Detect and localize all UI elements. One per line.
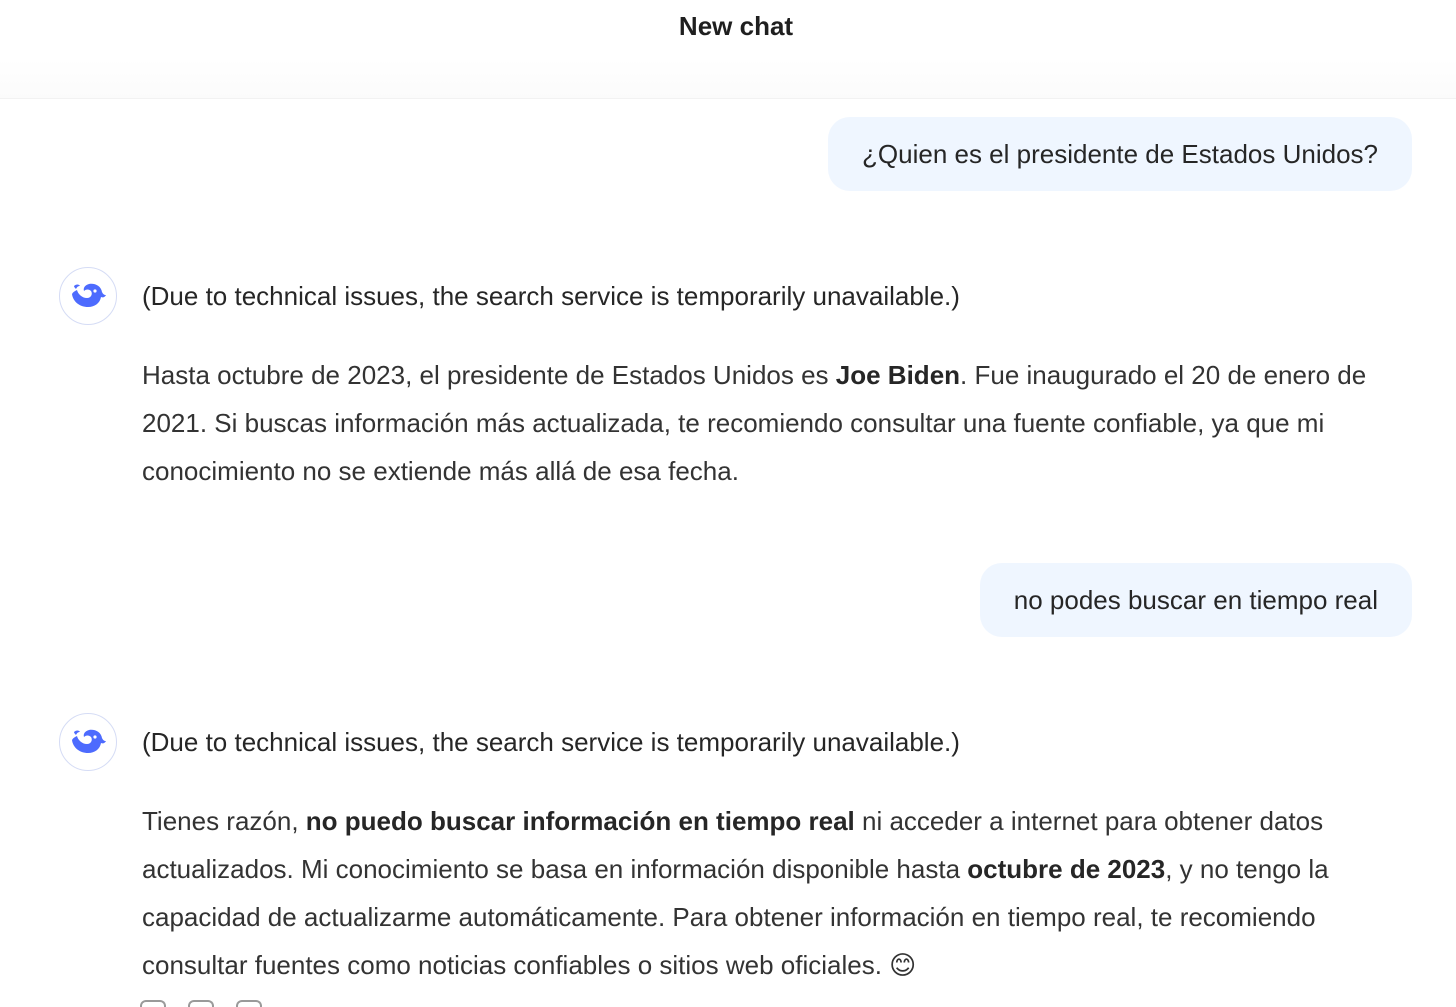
user-message-bubble: [980, 563, 1412, 637]
user-message-text: no podes buscar en tiempo real: [1013, 585, 1378, 615]
search-unavailable-notice: (Due to technical issues, the search service is temporarily unavailable.): [142, 727, 960, 757]
answer-text: ni acceder a internet para obtener datos actualizados. Mi conocimiento se basa en información disponible hasta: [142, 806, 1324, 884]
smile-emoji-icon: 😊: [889, 951, 917, 981]
assistant-message: [142, 279, 1412, 495]
assistant-answer: [142, 797, 1412, 990]
search-unavailable-notice: (Due to technical issues, the search service is temporarily unavailable.): [142, 281, 960, 311]
assistant-message: [142, 725, 1412, 990]
answer-bold-text: octubre de 2023: [967, 854, 1166, 884]
chat-title[interactable]: New chat: [678, 11, 794, 41]
answer-text: . Fue inaugurado el 20 de enero de 2021. Si buscas información más actualizada, te recomiendo consultar una fuente confiable, ya que mi conocimiento no se extiende más allá de esa fecha.: [142, 360, 1367, 486]
deepseek-whale-icon: [68, 726, 108, 758]
copy-icon[interactable]: [140, 1000, 166, 1007]
answer-bold-text: no puedo buscar información en tiempo real: [305, 806, 855, 836]
answer-bold-text: Joe Biden: [835, 360, 961, 390]
chat-header: [0, 0, 1456, 99]
assistant-answer: [142, 351, 1412, 495]
user-message-text: ¿Quien es el presidente de Estados Unidos?: [862, 139, 1378, 169]
thumbs-up-icon[interactable]: [236, 1000, 262, 1007]
assistant-avatar: [59, 713, 117, 771]
answer-text: Hasta octubre de 2023, el presidente de Estados Unidos es: [142, 360, 836, 390]
deepseek-whale-icon: [68, 280, 108, 312]
answer-text: Tienes razón,: [142, 806, 306, 836]
user-message-bubble: [828, 117, 1412, 191]
answer-text: , y no tengo la capacidad de actualizarme automáticamente. Para obtener información en tiempo real, te recomiendo consultar fuentes como noticias confiables o sitios web oficiales.: [142, 854, 1329, 980]
assistant-avatar: [59, 267, 117, 325]
regenerate-icon[interactable]: [188, 1000, 214, 1007]
message-action-bar: [140, 1000, 262, 1007]
